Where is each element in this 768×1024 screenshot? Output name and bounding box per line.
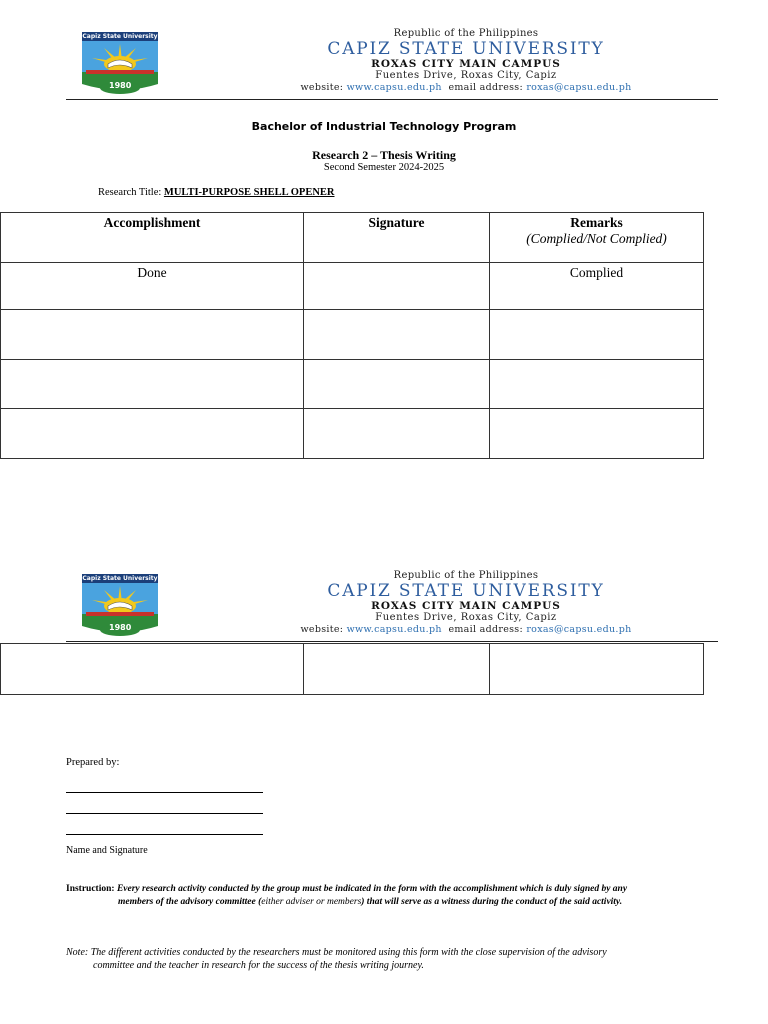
- table-row: [1, 263, 704, 310]
- table-row: [1, 644, 704, 695]
- email-link[interactable]: roxas@capsu.edu.ph: [526, 82, 632, 93]
- accomplishment-cell[interactable]: Done: [1, 263, 304, 310]
- table-header-row: [1, 213, 704, 263]
- table-row: [1, 360, 704, 409]
- instruction-label: Instruction:: [66, 884, 115, 894]
- address-line: Fuentes Drive, Roxas City, Capiz: [375, 70, 557, 81]
- university-name: CAPIZ STATE UNIVERSITY: [327, 39, 605, 59]
- remarks-header-sub: (Complied/Not Complied): [526, 231, 667, 246]
- website-label: website:: [300, 82, 344, 93]
- seal-year: 1980: [109, 81, 132, 90]
- campus-name: ROXAS CITY MAIN CAMPUS: [371, 58, 561, 70]
- accomplishment-cell[interactable]: [1, 644, 304, 695]
- signature-line[interactable]: [66, 834, 263, 835]
- semester-label: Second Semester 2024-2025: [323, 162, 445, 173]
- letterhead-text: [206, 570, 726, 636]
- signature-cell[interactable]: [304, 263, 490, 310]
- remarks-header-label: Remarks: [570, 215, 623, 230]
- signature-line[interactable]: [66, 792, 263, 793]
- remarks-cell[interactable]: [490, 409, 704, 459]
- website-link[interactable]: www.capsu.edu.ph: [346, 82, 442, 93]
- name-and-signature-label: Name and Signature: [66, 845, 148, 856]
- research-title-value: MULTI-PURPOSE SHELL OPENER: [163, 187, 335, 198]
- remarks-cell[interactable]: Complied: [490, 263, 704, 310]
- column-header-signature: Signature: [304, 213, 490, 263]
- website-label: website:: [300, 624, 344, 635]
- signature-cell[interactable]: [304, 644, 490, 695]
- column-header-accomplishment: Accomplishment: [1, 213, 304, 263]
- signature-cell[interactable]: [304, 360, 490, 409]
- table-row: [1, 409, 704, 459]
- column-header-remarks: [490, 213, 704, 263]
- instruction-text-2b: either adviser or members: [261, 896, 362, 907]
- note-block: [66, 947, 686, 972]
- university-seal-logo: [78, 572, 162, 638]
- letterhead-rule: [66, 99, 718, 100]
- accomplishment-cell[interactable]: [1, 360, 304, 409]
- prepared-by-label: Prepared by:: [66, 757, 120, 768]
- university-seal-logo: [78, 30, 162, 96]
- remarks-cell[interactable]: [490, 644, 704, 695]
- signature-line[interactable]: [66, 813, 263, 814]
- note-text-2: committee and the teacher in research for the success of the thesis writing journey.: [93, 959, 424, 971]
- instruction-text-1: Every research activity conducted by the group must be indicated in the form with the accomplishment which is duly signed by any: [116, 884, 628, 894]
- letterhead-page-2: [66, 570, 718, 640]
- instruction-text-2a: members of the advisory committee (: [118, 896, 262, 907]
- letterhead-rule: [66, 641, 718, 642]
- course-title: Research 2 – Thesis Writing: [312, 148, 456, 162]
- contact-line: [206, 624, 726, 636]
- remarks-cell[interactable]: [490, 310, 704, 360]
- email-label: email address:: [448, 82, 523, 93]
- research-title-line: [98, 187, 335, 198]
- republic-line: Republic of the Philippines: [393, 28, 539, 39]
- signature-cell[interactable]: [304, 310, 490, 360]
- website-link[interactable]: www.capsu.edu.ph: [346, 624, 442, 635]
- address-line: Fuentes Drive, Roxas City, Capiz: [375, 612, 557, 623]
- signature-cell[interactable]: [304, 409, 490, 459]
- campus-name: ROXAS CITY MAIN CAMPUS: [371, 600, 561, 612]
- instruction-block: [66, 883, 676, 908]
- university-name: CAPIZ STATE UNIVERSITY: [327, 581, 605, 601]
- research-title-label: Research Title:: [98, 187, 162, 198]
- seal-year: 1980: [109, 623, 132, 632]
- letterhead: [66, 28, 718, 98]
- email-label: email address:: [448, 624, 523, 635]
- accomplishment-table: [0, 212, 704, 459]
- contact-line: [206, 82, 726, 94]
- note-text-1: Note: The different activities conducted by the researchers must be monitored using this form with the close supervision of the advisory: [66, 947, 607, 958]
- letterhead-text: [206, 28, 726, 94]
- remarks-cell[interactable]: [490, 360, 704, 409]
- seal-name: Capiz State University: [82, 575, 158, 582]
- seal-name: Capiz State University: [82, 33, 158, 40]
- table-row: [1, 310, 704, 360]
- program-title: Bachelor of Industrial Technology Program: [251, 120, 517, 133]
- accomplishment-table-continued: [0, 643, 704, 695]
- email-link[interactable]: roxas@capsu.edu.ph: [526, 624, 632, 635]
- instruction-line-2: [66, 896, 676, 909]
- republic-line: Republic of the Philippines: [393, 570, 539, 581]
- accomplishment-cell[interactable]: [1, 310, 304, 360]
- accomplishment-cell[interactable]: [1, 409, 304, 459]
- instruction-text-2c: ) that will serve as a witness during the conduct of the said activity.: [361, 896, 623, 907]
